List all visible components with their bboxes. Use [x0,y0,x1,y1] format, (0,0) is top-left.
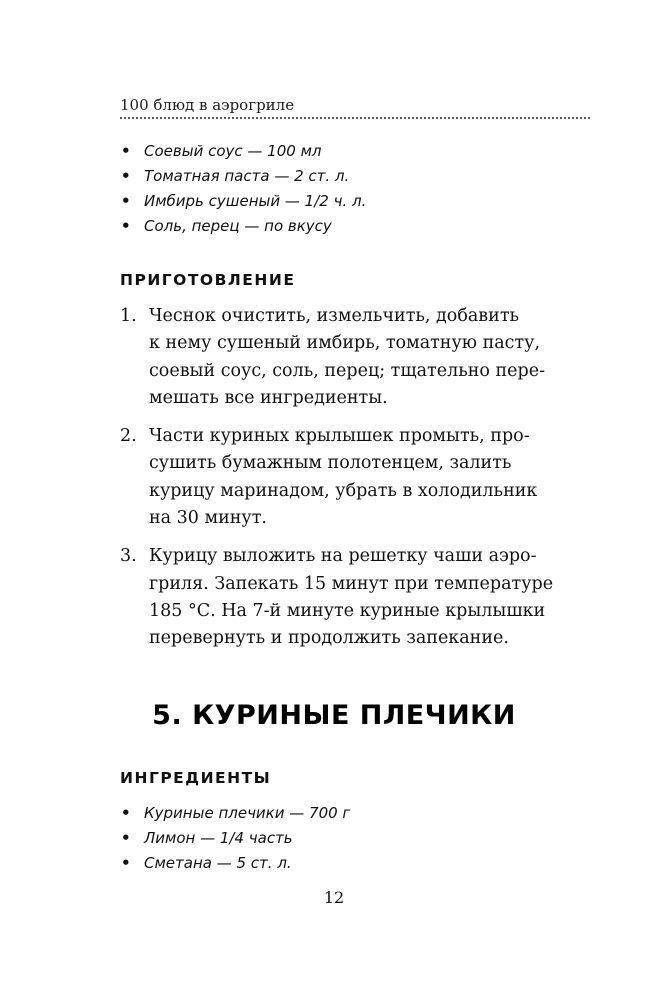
bullet-marker: • [121,829,131,847]
list-item [120,826,350,851]
step-number: 2. [120,426,137,447]
bullet-marker: • [121,217,131,235]
step-number: 3. [120,546,137,567]
ingredient-text: Сметана — 5 ст. л. [144,854,292,872]
step-number: 1. [120,306,137,326]
step-line: перевернуть и продолжить запекание. [149,628,509,649]
step-line: мешать все ингредиенты. [149,387,388,408]
step-line: к нему сушеный имбирь, томатную пасту, [149,333,541,354]
page-number: 12 [323,888,345,907]
step-line: курицу маринадом, убрать в холодильник [149,480,538,501]
ingredient-text: Томатная паста — 2 ст. л. [144,167,350,185]
bullet-marker: • [121,142,131,160]
list-item [120,801,350,826]
ingredient-text: Соль, перец — по вкусу [144,217,332,235]
running-head: 100 блюд в аэрогриле [120,96,295,114]
step-line: гриля. Запекать 15 минут при температуре [149,573,554,594]
ingredient-list-bottom [120,801,350,876]
bullet-marker: • [121,804,131,822]
ingredient-list-top [120,139,366,239]
list-item [120,164,366,189]
bullet-marker: • [121,192,131,210]
step-line: Чеснок очистить, измельчить, добавить [149,306,520,326]
step-line: сушить бумажным полотенцем, залить [149,453,512,474]
ingredient-text: Имбирь сушеный — 1/2 ч. л. [144,192,367,210]
step-line: 185 °С. На 7-й минуте куриные крылышки [149,600,546,621]
step-item [120,423,580,532]
list-item [120,851,350,876]
ingredient-text: Куриные плечики — 700 г [144,804,351,822]
running-head-rule [120,117,590,119]
bullet-marker: • [121,854,131,872]
preparation-heading: ПРИГОТОВЛЕНИЕ [120,271,296,289]
step-item [120,303,580,412]
list-item [120,189,366,214]
ingredient-text: Лимон — 1/4 часть [144,829,293,847]
bullet-marker: • [121,167,131,185]
recipe-title: 5. КУРИНЫЕ ПЛЕЧИКИ [152,700,516,731]
ingredient-text: Соевый соус — 100 мл [144,142,322,160]
step-item [120,543,580,652]
preparation-steps [120,303,580,653]
step-line: Курицу выложить на решетку чаши аэро- [149,546,537,567]
list-item [120,214,366,239]
list-item [120,139,366,164]
step-line: на 30 минут. [149,508,267,529]
step-line: соевый соус, соль, перец; тщательно пере- [149,360,545,381]
step-line: Части куриных крылышек промыть, про- [149,426,530,447]
ingredients-heading: ИНГРЕДИЕНТЫ [120,769,272,787]
